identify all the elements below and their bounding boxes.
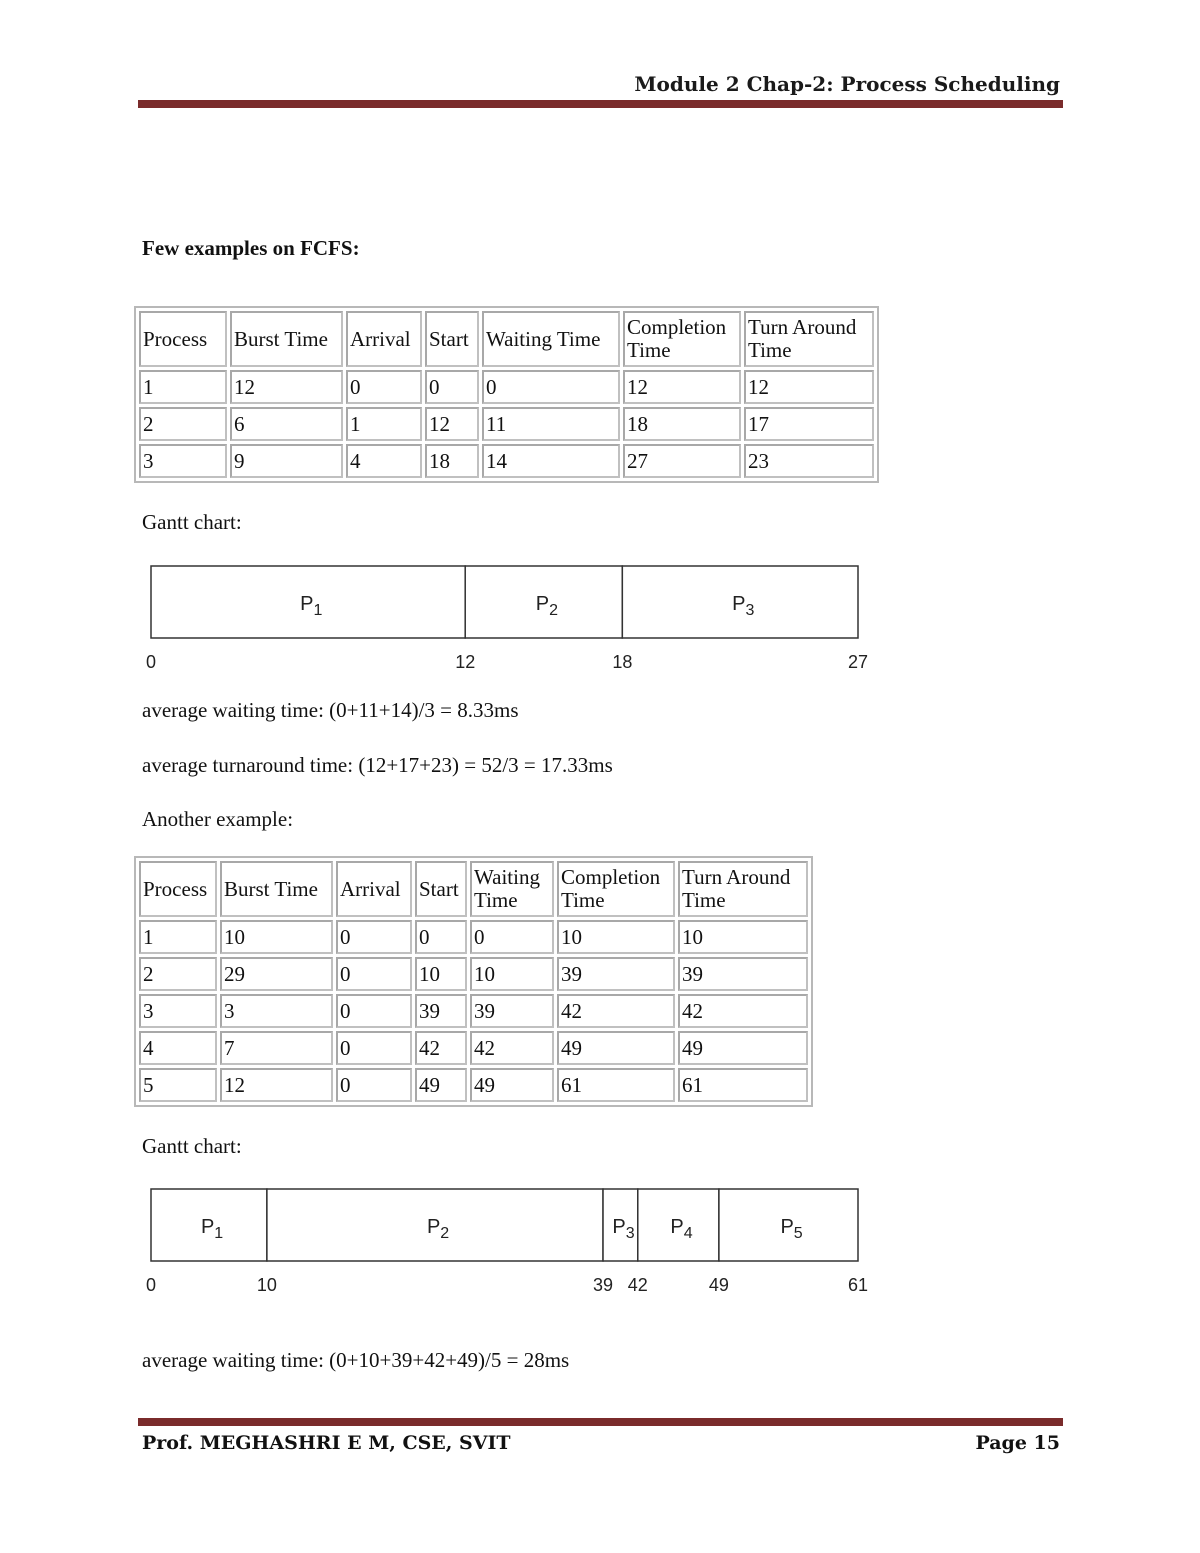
table-cell: 61 <box>678 1068 808 1102</box>
table-cell: 11 <box>482 407 620 441</box>
fcfs-table-2 <box>134 856 813 1107</box>
table-cell: 10 <box>415 957 467 991</box>
column-header: Start <box>425 311 479 367</box>
table-cell: 12 <box>230 370 343 404</box>
table-cell: 4 <box>346 444 422 478</box>
table-cell: 0 <box>336 994 412 1028</box>
table-cell: 29 <box>220 957 333 991</box>
table-cell: 0 <box>425 370 479 404</box>
table-cell: 39 <box>415 994 467 1028</box>
gantt-tick-label: 0 <box>145 1275 157 1295</box>
table-cell: 39 <box>557 957 675 991</box>
avg-waiting-time-2: average waiting time: (0+10+39+42+49)/5 = 28ms <box>142 1348 570 1372</box>
table-cell: 9 <box>230 444 343 478</box>
table-cell: 0 <box>336 920 412 954</box>
gantt-process-label: $P_2$ <box>426 1216 450 1242</box>
column-header: Arrival <box>346 311 422 367</box>
column-header: Turn Around Time <box>744 311 874 367</box>
gantt-process-subscript: 5 <box>793 1225 803 1242</box>
table-cell: 12 <box>623 370 741 404</box>
column-header: Arrival <box>336 861 412 917</box>
table-cell: 7 <box>220 1031 333 1065</box>
table-cell: 61 <box>557 1068 675 1102</box>
gantt-process-label: $P_1$ <box>300 593 323 619</box>
gantt-chart-label-2: Gantt chart: <box>142 1134 242 1158</box>
gantt-process-subscript: 1 <box>214 1225 224 1242</box>
gantt-chart-label-1: Gantt chart: <box>142 510 242 534</box>
gantt-process-label: $P_2$ <box>535 593 559 619</box>
gantt-process-subscript: 3 <box>625 1225 635 1242</box>
table-row <box>139 370 874 404</box>
table-cell: 3 <box>220 994 333 1028</box>
table-cell: 12 <box>425 407 479 441</box>
gantt-process-subscript: 1 <box>313 602 323 619</box>
table-cell: 10 <box>470 957 554 991</box>
column-header: Completion Time <box>557 861 675 917</box>
gantt-tick-label: 39 <box>593 1275 614 1295</box>
gantt-process-subscript: 4 <box>683 1225 693 1242</box>
table-cell: 6 <box>230 407 343 441</box>
gantt-tick-label: 61 <box>847 1275 869 1295</box>
table-cell: 3 <box>139 444 227 478</box>
table-cell: 49 <box>557 1031 675 1065</box>
footer-author: Prof. MEGHASHRI E M, CSE, SVIT <box>142 1432 511 1454</box>
column-header: Burst Time <box>220 861 333 917</box>
table-cell: 0 <box>482 370 620 404</box>
table-row <box>139 407 874 441</box>
column-header: Waiting Time <box>482 311 620 367</box>
table-header-row <box>139 861 808 917</box>
table-cell: 42 <box>415 1031 467 1065</box>
table-cell: 39 <box>470 994 554 1028</box>
page-number: Page 15 <box>975 1432 1060 1454</box>
gantt-chart-2 <box>140 1183 880 1303</box>
gantt-process-label: $P_5$ <box>780 1216 803 1242</box>
gantt-tick-label: 18 <box>612 652 633 672</box>
another-example-label: Another example: <box>142 807 294 831</box>
gantt-tick-label: 27 <box>847 652 869 672</box>
gantt-tick-label: 42 <box>627 1275 648 1295</box>
table-cell: 10 <box>678 920 808 954</box>
table-cell: 1 <box>139 920 217 954</box>
table-cell: 0 <box>415 920 467 954</box>
column-header: Burst Time <box>230 311 343 367</box>
gantt-chart-1 <box>140 560 880 680</box>
table-cell: 0 <box>470 920 554 954</box>
table-row <box>139 1068 808 1102</box>
table-cell: 27 <box>623 444 741 478</box>
table-cell: 1 <box>139 370 227 404</box>
gantt-process-subscript: 3 <box>745 602 755 619</box>
table-cell: 18 <box>623 407 741 441</box>
table-cell: 49 <box>415 1068 467 1102</box>
table-cell: 12 <box>744 370 874 404</box>
gantt-process-label: $P_1$ <box>200 1216 224 1242</box>
table-row <box>139 957 808 991</box>
table-cell: 17 <box>744 407 874 441</box>
column-header: Turn Around Time <box>678 861 808 917</box>
table-cell: 18 <box>425 444 479 478</box>
table-cell: 49 <box>678 1031 808 1065</box>
table-cell: 4 <box>139 1031 217 1065</box>
gantt-process-label: $P_3$ <box>612 1216 635 1242</box>
fcfs-table-1 <box>134 306 879 483</box>
table-cell: 10 <box>220 920 333 954</box>
gantt-process-subscript: 2 <box>440 1225 450 1242</box>
table-cell: 3 <box>139 994 217 1028</box>
table-cell: 0 <box>346 370 422 404</box>
table-cell: 49 <box>470 1068 554 1102</box>
gantt-tick-label: 0 <box>145 652 157 672</box>
table-cell: 12 <box>220 1068 333 1102</box>
avg-turnaround-time-1: average turnaround time: (12+17+23) = 52/3 = 17.33ms <box>142 753 613 777</box>
header-title: Module 2 Chap-2: Process Scheduling <box>634 72 1060 96</box>
table-cell: 5 <box>139 1068 217 1102</box>
table-cell: 39 <box>678 957 808 991</box>
table-cell: 0 <box>336 1068 412 1102</box>
table-cell: 42 <box>470 1031 554 1065</box>
gantt-process-label: $P_4$ <box>670 1216 693 1242</box>
table-row <box>139 994 808 1028</box>
table-cell: 10 <box>557 920 675 954</box>
column-header: Process <box>139 861 217 917</box>
section-title: Few examples on FCFS: <box>142 236 360 260</box>
table-cell: 0 <box>336 957 412 991</box>
gantt-tick-label: 12 <box>455 652 476 672</box>
column-header: Start <box>415 861 467 917</box>
column-header: Process <box>139 311 227 367</box>
table-cell: 2 <box>139 957 217 991</box>
gantt-tick-label: 49 <box>708 1275 729 1295</box>
table-row <box>139 1031 808 1065</box>
gantt-process-label: $P_3$ <box>732 593 755 619</box>
table-cell: 23 <box>744 444 874 478</box>
column-header: Waiting Time <box>470 861 554 917</box>
header-rule <box>138 100 1063 108</box>
table-cell: 14 <box>482 444 620 478</box>
avg-waiting-time-1: average waiting time: (0+11+14)/3 = 8.33ms <box>142 698 519 722</box>
table-cell: 42 <box>557 994 675 1028</box>
table-header-row <box>139 311 874 367</box>
table-cell: 42 <box>678 994 808 1028</box>
table-row <box>139 920 808 954</box>
footer-rule <box>138 1418 1063 1426</box>
column-header: Completion Time <box>623 311 741 367</box>
gantt-tick-label: 10 <box>256 1275 277 1295</box>
table-cell: 0 <box>336 1031 412 1065</box>
table-row <box>139 444 874 478</box>
gantt-process-subscript: 2 <box>549 602 559 619</box>
table-cell: 2 <box>139 407 227 441</box>
table-cell: 1 <box>346 407 422 441</box>
